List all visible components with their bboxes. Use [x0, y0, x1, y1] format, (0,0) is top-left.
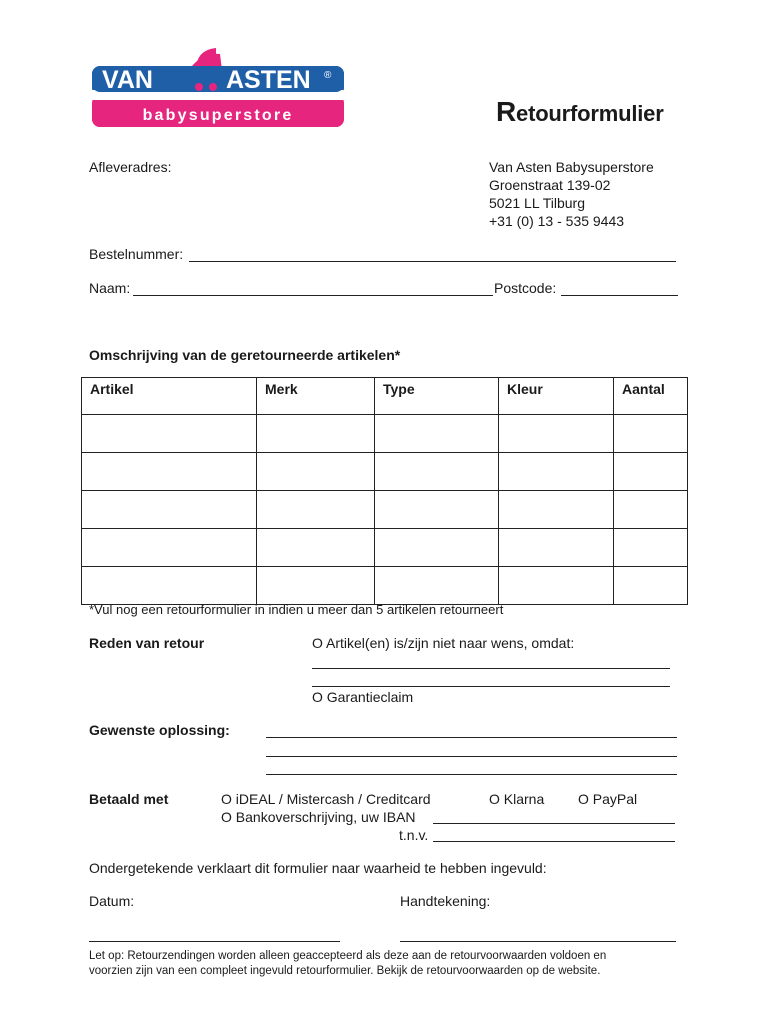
postcode-label: Postcode: [494, 280, 557, 296]
notice-line-1: Let op: Retourzendingen worden alleen geaccepteerd als deze aan de retourvoorwaarden voldoen en [89, 950, 607, 962]
iban-field[interactable] [433, 823, 675, 824]
order-number-label: Bestelnummer: [89, 246, 184, 262]
table-cell[interactable] [375, 529, 499, 567]
table-cell[interactable] [257, 567, 375, 605]
date-field[interactable] [89, 941, 340, 942]
table-cell[interactable] [257, 453, 375, 491]
column-header-aantal: Aantal [614, 378, 688, 415]
wheel-icon [209, 83, 217, 91]
table-cell[interactable] [499, 415, 614, 453]
date-label: Datum: [89, 893, 135, 909]
declaration-text: Ondergetekende verklaart dit formulier naar waarheid te hebben ingevuld: [89, 860, 547, 876]
table-cell[interactable] [499, 491, 614, 529]
svg-text:babysuperstore: babysuperstore [142, 107, 294, 124]
table-cell[interactable] [257, 491, 375, 529]
table-cell[interactable] [499, 529, 614, 567]
table-row [82, 567, 688, 605]
page-title: Retourformulier [496, 96, 664, 127]
name-field[interactable] [133, 295, 493, 296]
table-row [82, 453, 688, 491]
return-reason-label: Reden van retour [89, 635, 205, 651]
wheel-icon [195, 83, 203, 91]
table-cell[interactable] [499, 453, 614, 491]
option-bank-transfer[interactable]: O Bankoverschrijving, uw IBAN [221, 809, 416, 825]
table-cell[interactable] [614, 567, 688, 605]
table-cell[interactable] [257, 415, 375, 453]
table-cell[interactable] [375, 567, 499, 605]
column-header-type: Type [375, 378, 499, 415]
address-line-2: Groenstraat 139-02 [489, 177, 611, 193]
postcode-field[interactable] [561, 295, 678, 296]
table-cell[interactable] [82, 529, 257, 567]
table-row [82, 529, 688, 567]
table-cell[interactable] [375, 453, 499, 491]
table-cell[interactable] [499, 567, 614, 605]
payment-label: Betaald met [89, 791, 169, 807]
column-header-kleur: Kleur [499, 378, 614, 415]
option-klarna[interactable]: O Klarna [489, 791, 545, 807]
table-cell[interactable] [82, 567, 257, 605]
solution-line-1[interactable] [266, 737, 677, 738]
table-cell[interactable] [82, 491, 257, 529]
logo-brand-part: VAN [102, 66, 153, 94]
table-row [82, 415, 688, 453]
svg-text:®: ® [324, 70, 332, 81]
table-cell[interactable] [614, 415, 688, 453]
table-cell[interactable] [257, 529, 375, 567]
column-header-merk: Merk [257, 378, 375, 415]
articles-table [81, 377, 688, 605]
name-label: Naam: [89, 280, 131, 296]
articles-heading: Omschrijving van de geretourneerde artikelen* [89, 347, 401, 363]
option-not-as-wished[interactable]: O Artikel(en) is/zijn niet naar wens, omdat: [312, 635, 575, 651]
solution-label: Gewenste oplossing: [89, 722, 230, 738]
table-cell[interactable] [375, 415, 499, 453]
table-cell[interactable] [82, 415, 257, 453]
logo-brand-part: ASTEN [226, 66, 311, 94]
option-ideal[interactable]: O iDEAL / Mistercash / Creditcard [221, 791, 431, 807]
table-cell[interactable] [614, 529, 688, 567]
articles-footnote: *Vul nog een retourformulier in indien u meer dan 5 artikelen retourneert [89, 602, 504, 617]
reason-line-1[interactable] [312, 668, 670, 669]
table-cell[interactable] [375, 491, 499, 529]
delivery-address-label: Afleveradres: [89, 159, 172, 175]
account-holder-field[interactable] [433, 841, 675, 842]
address-line-3: 5021 LL Tilburg [489, 195, 585, 211]
table-cell[interactable] [614, 491, 688, 529]
address-phone: +31 (0) 13 - 535 9443 [489, 213, 625, 229]
column-header-artikel: Artikel [82, 378, 257, 415]
solution-line-3[interactable] [266, 774, 677, 775]
signature-label: Handtekening: [400, 893, 491, 909]
table-cell[interactable] [82, 453, 257, 491]
table-header-row [82, 378, 688, 415]
address-line-1: Van Asten Babysuperstore [489, 159, 654, 175]
table-row [82, 491, 688, 529]
order-number-field[interactable] [189, 261, 676, 262]
reason-line-2[interactable] [312, 686, 670, 687]
notice-line-2: voorzien zijn van een compleet ingevuld retourformulier. Bekijk de retourvoorwaarden op de website. [89, 965, 601, 977]
table-cell[interactable] [614, 453, 688, 491]
account-holder-label: t.n.v. [399, 827, 429, 843]
solution-line-2[interactable] [266, 756, 677, 757]
option-warranty-claim[interactable]: O Garantieclaim [312, 689, 414, 705]
option-paypal[interactable]: O PayPal [578, 791, 638, 807]
van-asten-logo [92, 44, 344, 128]
signature-field[interactable] [400, 941, 676, 942]
